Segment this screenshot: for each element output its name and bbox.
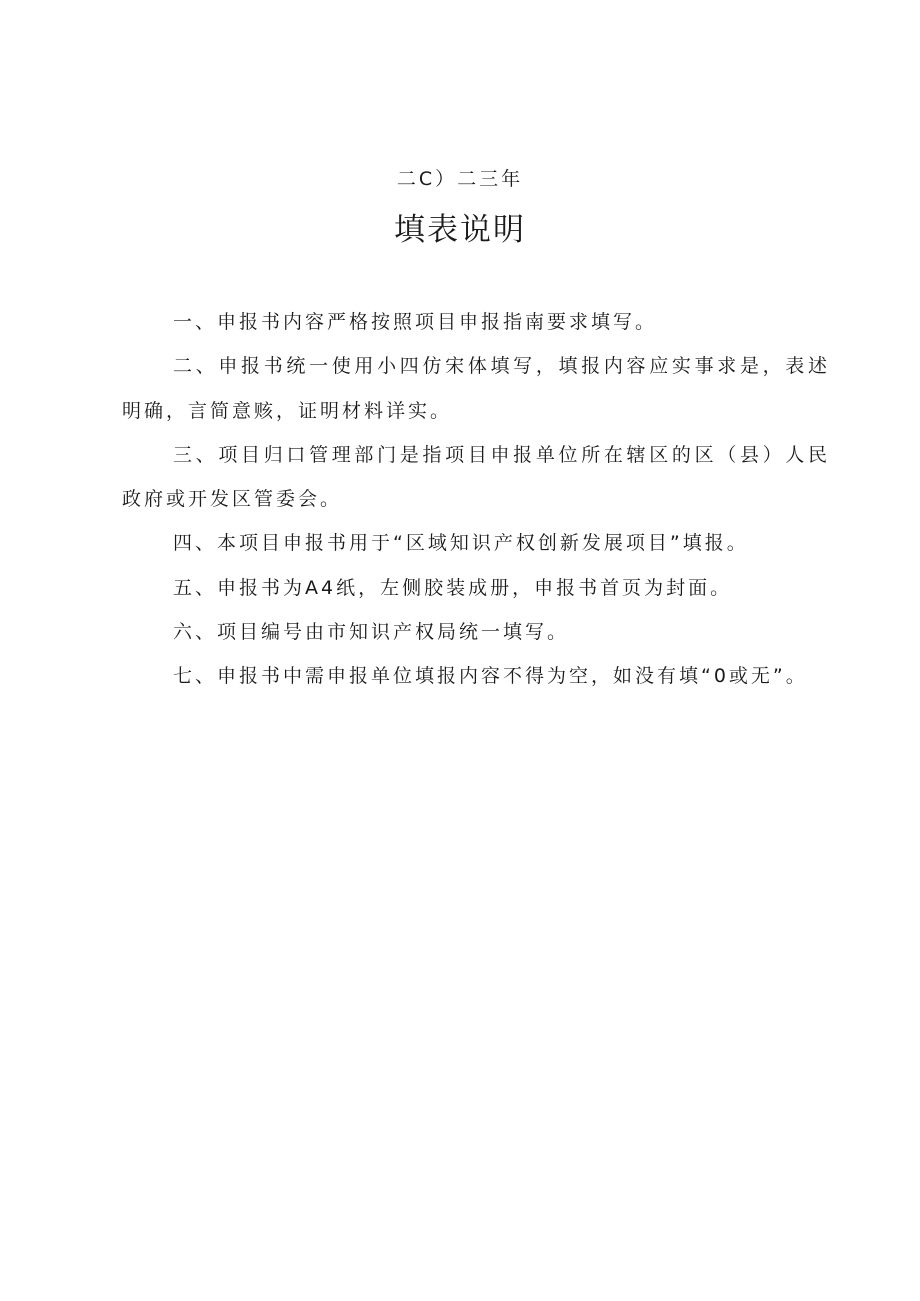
instruction-item-7: 七、申报书中需申报单位填报内容不得为空，如没有填“0或无”。: [173, 665, 808, 688]
instruction-item-3: 三、项目归口管理部门是指项目申报单位所在辖区的区（县）人民政府或开发区管委会。: [122, 443, 830, 511]
year-line: 二C）二三年: [396, 168, 524, 190]
instruction-item-6: 六、项目编号由市知识产权局统一填写。: [173, 621, 570, 644]
instruction-item-1: 一、申报书内容严格按照项目申报指南要求填写。: [173, 311, 658, 333]
instruction-item-4: 四、本项目申报书用于“区域知识产权创新发展项目”填报。: [173, 532, 749, 555]
document-title: 填表说明: [394, 212, 526, 248]
instruction-item-2: 二、申报书统一使用小四仿宋体填写，填报内容应实事求是，表述明确，言简意赅，证明材料详实。: [122, 355, 830, 422]
instructions-body: [122, 300, 830, 699]
instruction-item-5: 五、申报书为A4纸，左侧胶装成册，申报书首页为封面。: [173, 576, 733, 599]
